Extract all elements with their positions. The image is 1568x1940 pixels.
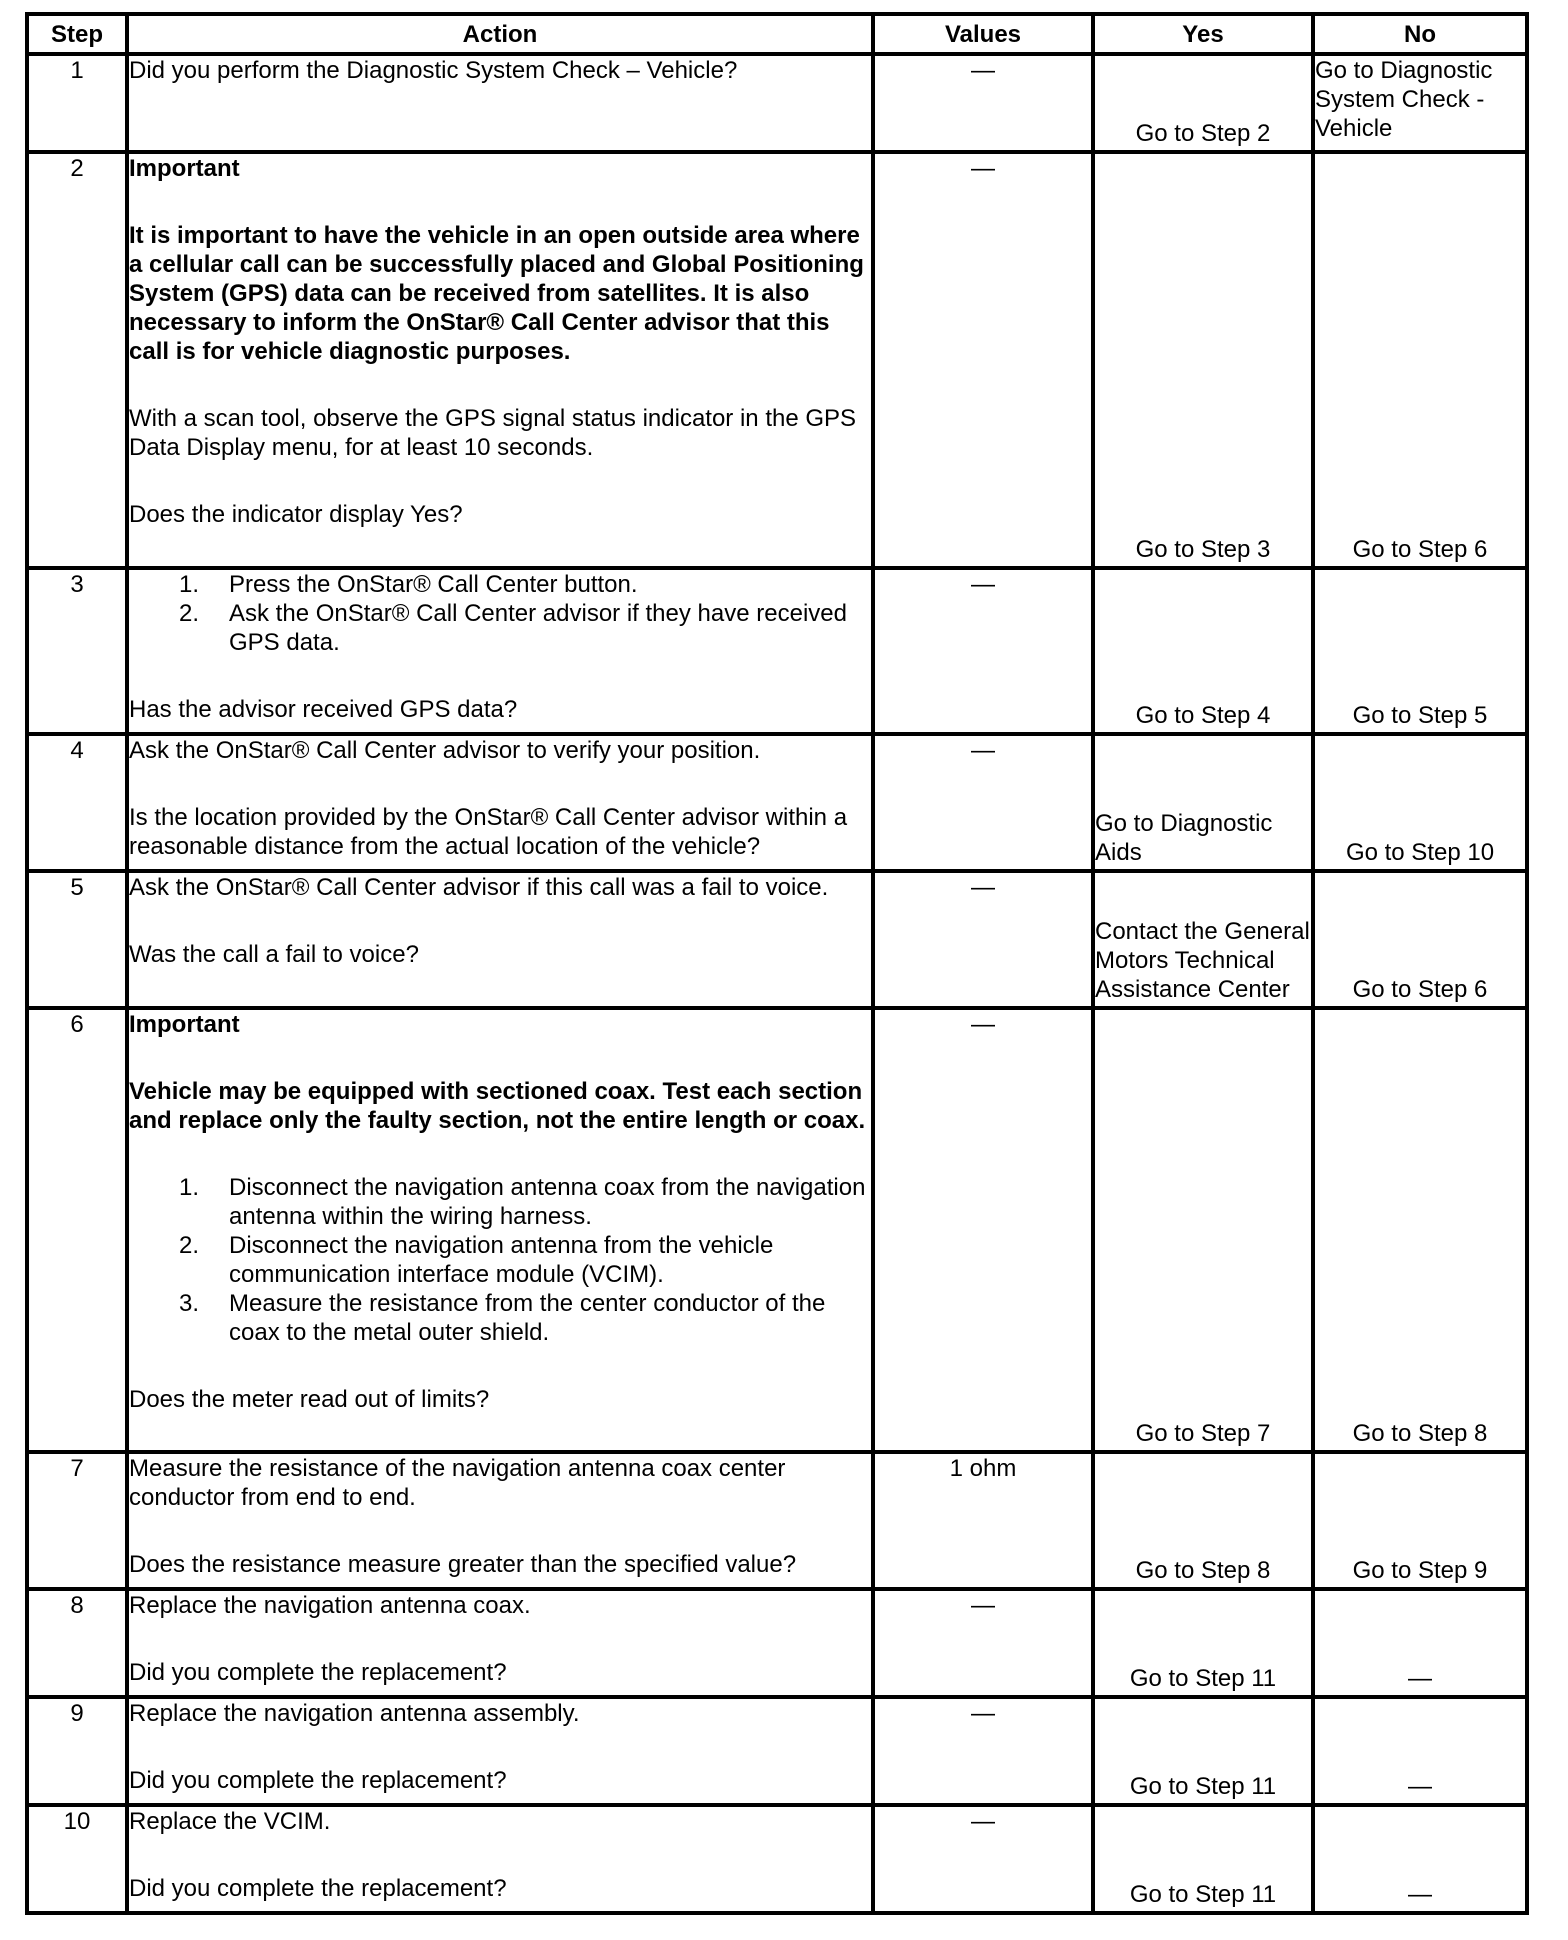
- action-question: Has the advisor received GPS data?: [129, 696, 518, 723]
- action-cell: [127, 1008, 873, 1452]
- action-cell: [127, 1452, 873, 1589]
- important-label: Important: [129, 1011, 240, 1038]
- action-question: Was the call a fail to voice?: [129, 941, 419, 968]
- step-number: 1: [27, 54, 127, 152]
- yes-cell: [1093, 568, 1313, 734]
- no-cell: [1313, 1805, 1527, 1913]
- no-cell: [1313, 1697, 1527, 1805]
- values-cell: —: [873, 871, 1093, 1008]
- action-instruction: Did you perform the Diagnostic System Check – Vehicle?: [129, 57, 738, 84]
- no-result: Go to Step 9: [1352, 1557, 1488, 1584]
- action-cell: [127, 1805, 873, 1913]
- action-cell: [127, 54, 873, 152]
- action-cell: [127, 871, 873, 1008]
- step-number: 2: [27, 152, 127, 568]
- action-question: Does the meter read out of limits?: [129, 1386, 490, 1413]
- action-cell: [127, 734, 873, 871]
- action-cell: [127, 1589, 873, 1697]
- table-row: [27, 568, 1527, 734]
- step-number: 4: [27, 734, 127, 871]
- values-cell: —: [873, 1589, 1093, 1697]
- yes-cell: [1093, 1452, 1313, 1589]
- no-cell: [1313, 871, 1527, 1008]
- list-text: Disconnect the navigation antenna from the vehicle communication interface module (VCIM).: [229, 1232, 774, 1288]
- list-item: [129, 1289, 871, 1347]
- table-row: [27, 734, 1527, 871]
- header-step: Step: [27, 14, 127, 54]
- procedure-list: [129, 1173, 871, 1347]
- action-question: Does the indicator display Yes?: [129, 501, 463, 528]
- action-instruction: Ask the OnStar® Call Center advisor to verify your position.: [129, 737, 761, 764]
- no-result: —: [1408, 1665, 1432, 1692]
- table-row: [27, 152, 1527, 568]
- no-result: —: [1408, 1881, 1432, 1908]
- step-number: 9: [27, 1697, 127, 1805]
- action-question: Did you complete the replacement?: [129, 1659, 507, 1686]
- no-cell: [1313, 1589, 1527, 1697]
- yes-cell: [1093, 54, 1313, 152]
- values-cell: —: [873, 152, 1093, 568]
- list-number: 1.: [179, 1174, 200, 1201]
- list-text: Ask the OnStar® Call Center advisor if they have received GPS data.: [229, 600, 847, 656]
- yes-cell: [1093, 734, 1313, 871]
- step-number: 5: [27, 871, 127, 1008]
- table-row: [27, 1697, 1527, 1805]
- important-text: Vehicle may be equipped with sectioned coax. Test each section and replace only the faulty section, not the entire length or coax.: [129, 1078, 866, 1134]
- action-instruction: Replace the navigation antenna assembly.: [129, 1700, 580, 1727]
- table-row: [27, 54, 1527, 152]
- procedure-list: [129, 570, 871, 657]
- values-cell: —: [873, 1008, 1093, 1452]
- no-cell: [1313, 152, 1527, 568]
- no-cell: [1313, 1008, 1527, 1452]
- header-yes: Yes: [1093, 14, 1313, 54]
- yes-result: Go to Step 2: [1135, 120, 1271, 147]
- yes-cell: [1093, 1589, 1313, 1697]
- header-action: Action: [127, 14, 873, 54]
- table-row: [27, 1452, 1527, 1589]
- step-number: 6: [27, 1008, 127, 1452]
- action-instruction: Replace the navigation antenna coax.: [129, 1592, 531, 1619]
- yes-result: Go to Step 11: [1129, 1773, 1277, 1800]
- yes-result: Go to Step 8: [1135, 1557, 1271, 1584]
- action-instruction: With a scan tool, observe the GPS signal status indicator in the GPS Data Display menu, for at least 10 seconds.: [129, 405, 857, 461]
- action-question: Is the location provided by the OnStar® Call Center advisor within a reasonable distance from the actual location of the vehicle?: [129, 804, 848, 860]
- yes-result: Contact the General Motors Technical Assistance Center: [1095, 918, 1310, 1003]
- list-item: [129, 570, 871, 599]
- no-cell: [1313, 54, 1527, 152]
- yes-result: Go to Diagnostic Aids: [1095, 810, 1273, 866]
- list-number: 3.: [179, 1290, 200, 1317]
- step-number: 7: [27, 1452, 127, 1589]
- no-result: Go to Step 8: [1352, 1420, 1488, 1447]
- yes-result: Go to Step 11: [1129, 1881, 1277, 1908]
- no-result: Go to Step 10: [1345, 839, 1495, 866]
- no-result: Go to Step 6: [1352, 536, 1488, 563]
- yes-result: Go to Step 11: [1129, 1665, 1277, 1692]
- values-cell: —: [873, 1697, 1093, 1805]
- diagnostic-table-container: [25, 12, 1525, 1915]
- list-number: 1.: [179, 571, 200, 598]
- important-label: Important: [129, 155, 240, 182]
- values-cell: —: [873, 54, 1093, 152]
- header-no: No: [1313, 14, 1527, 54]
- list-text: Press the OnStar® Call Center button.: [229, 571, 638, 598]
- no-result: Go to Diagnostic System Check - Vehicle: [1315, 57, 1493, 142]
- no-result: Go to Step 6: [1352, 976, 1488, 1003]
- action-question: Did you complete the replacement?: [129, 1875, 507, 1902]
- yes-cell: [1093, 152, 1313, 568]
- step-number: 3: [27, 568, 127, 734]
- diagnostic-table: [25, 12, 1529, 1915]
- action-cell: [127, 152, 873, 568]
- list-number: 2.: [179, 1232, 200, 1259]
- yes-cell: [1093, 1805, 1313, 1913]
- action-instruction: Replace the VCIM.: [129, 1808, 331, 1835]
- no-result: Go to Step 5: [1352, 702, 1488, 729]
- list-item: [129, 1231, 871, 1289]
- table-row: [27, 871, 1527, 1008]
- yes-result: Go to Step 4: [1135, 702, 1271, 729]
- action-cell: [127, 568, 873, 734]
- yes-cell: [1093, 871, 1313, 1008]
- step-number: 10: [27, 1805, 127, 1913]
- no-cell: [1313, 568, 1527, 734]
- list-number: 2.: [179, 600, 200, 627]
- important-text: It is important to have the vehicle in an open outside area where a cellular call can be successfully placed and Global Positioning System (GPS) data can be received from satellites. It is also necessary to inform the OnStar® Call Center advisor that this call is for vehicle diagnostic purposes.: [129, 222, 864, 365]
- action-question: Does the resistance measure greater than the specified value?: [129, 1551, 797, 1578]
- action-instruction: Measure the resistance of the navigation antenna coax center conductor from end to end.: [129, 1455, 786, 1511]
- table-row: [27, 1008, 1527, 1452]
- header-row: [27, 14, 1527, 54]
- values-cell: —: [873, 568, 1093, 734]
- no-cell: [1313, 734, 1527, 871]
- yes-result: Go to Step 3: [1135, 536, 1271, 563]
- table-row: [27, 1589, 1527, 1697]
- values-cell: —: [873, 1805, 1093, 1913]
- no-cell: [1313, 1452, 1527, 1589]
- values-cell: 1 ohm: [873, 1452, 1093, 1589]
- list-item: [129, 599, 871, 657]
- step-number: 8: [27, 1589, 127, 1697]
- action-cell: [127, 1697, 873, 1805]
- yes-cell: [1093, 1008, 1313, 1452]
- list-text: Measure the resistance from the center conductor of the coax to the metal outer shield.: [229, 1290, 826, 1346]
- yes-cell: [1093, 1697, 1313, 1805]
- table-row: [27, 1805, 1527, 1913]
- no-result: —: [1408, 1773, 1432, 1800]
- list-item: [129, 1173, 871, 1231]
- values-cell: —: [873, 734, 1093, 871]
- action-instruction: Ask the OnStar® Call Center advisor if this call was a fail to voice.: [129, 874, 829, 901]
- yes-result: Go to Step 7: [1135, 1420, 1271, 1447]
- list-text: Disconnect the navigation antenna coax from the navigation antenna within the wiring harness.: [229, 1174, 866, 1230]
- action-question: Did you complete the replacement?: [129, 1767, 507, 1794]
- header-values: Values: [873, 14, 1093, 54]
